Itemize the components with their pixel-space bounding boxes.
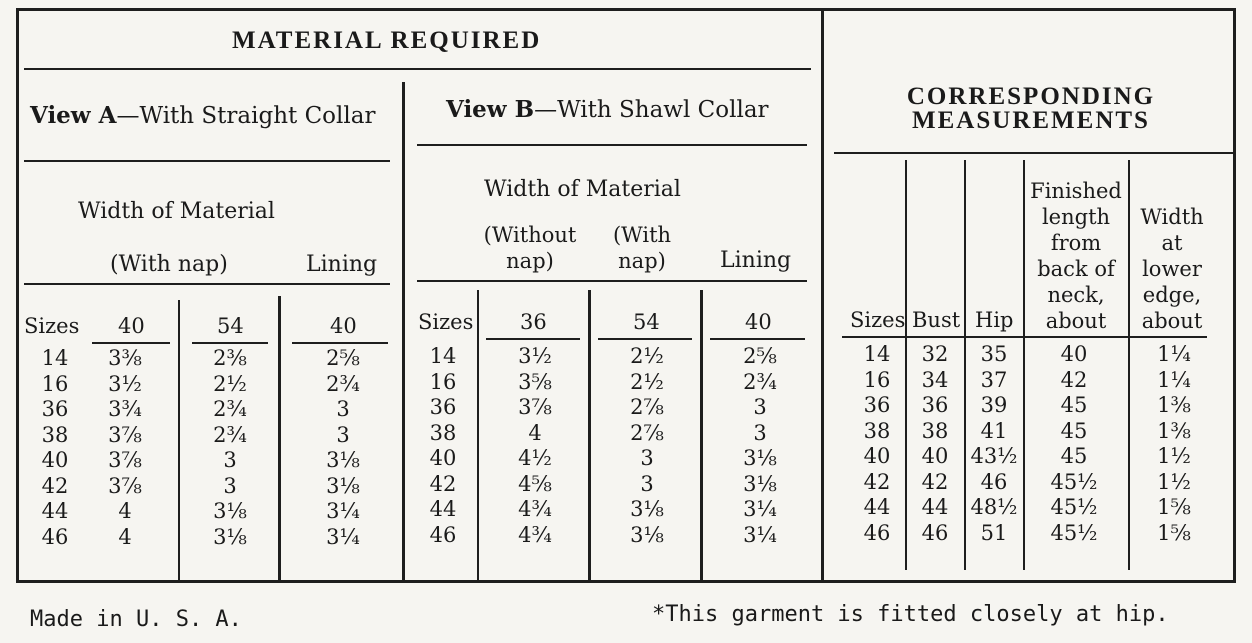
- meas-hip-cell: 39: [980, 393, 1008, 417]
- view-a-width-of-material: Width of Material: [78, 199, 275, 224]
- meas-bust-cell: 36: [921, 393, 949, 417]
- header-underline: [24, 68, 811, 70]
- view-b-size-cell: 46: [429, 522, 457, 547]
- view-b-w36-cell: 3⅞: [518, 395, 552, 419]
- view-a-title: [30, 104, 375, 128]
- view-b-lining-cell: 3: [753, 420, 767, 445]
- meas-length-cell: 45: [1060, 393, 1088, 417]
- view-a-vline-2: [278, 296, 281, 580]
- view-a-col-underline-1: [92, 342, 170, 344]
- view-a-w40-cell: 4: [118, 499, 132, 523]
- view-b-size-cell: 44: [429, 497, 457, 521]
- view-a-w54-cell: 2⅜: [213, 346, 247, 370]
- view-a-w40-cell: 3⅞: [108, 448, 142, 472]
- measurements-title: MEASUREMENTS: [912, 107, 1150, 134]
- view-b-lining: Lining: [720, 248, 792, 273]
- meas-bust-cell: 32: [921, 342, 949, 366]
- view-a-lining-cell: 2⅝: [326, 346, 360, 370]
- divider-measurements: [821, 11, 824, 580]
- view-b-vline-1: [477, 290, 479, 580]
- meas-col-sizes: Sizes: [850, 308, 906, 332]
- view-b-size-cell: 14: [429, 344, 457, 368]
- view-b-desc: —With Shawl Collar: [534, 97, 769, 123]
- view-a-header-line: [24, 283, 390, 285]
- view-b-w54-cell: 2⅞: [630, 420, 664, 445]
- meas-col-hip: Hip: [975, 308, 1014, 332]
- meas-width-cell: 1⅜: [1157, 418, 1191, 443]
- frame-left: [16, 8, 19, 583]
- view-b-underline: [417, 144, 807, 146]
- view-a-w54-cell: 2¾: [213, 397, 247, 421]
- meas-width-column: [1152, 342, 1196, 546]
- meas-length-cell: 40: [1060, 342, 1088, 366]
- view-b-col-lining-40: 40: [745, 310, 772, 334]
- view-a-w54-cell: 3: [223, 448, 237, 472]
- view-a-sizes-column: [40, 346, 70, 550]
- meas-length-column: [1044, 342, 1104, 546]
- view-a-w40-cell: 4: [118, 524, 132, 549]
- view-a-vline-1: [178, 300, 180, 580]
- view-b-size-cell: 16: [429, 369, 457, 394]
- view-b-title: [446, 98, 769, 122]
- view-b-size-cell: 42: [429, 471, 457, 496]
- meas-bust-cell: 42: [921, 469, 949, 494]
- measurements-header-line: [834, 152, 1233, 154]
- meas-hip-cell: 37: [980, 367, 1008, 392]
- meas-bust-cell: 34: [921, 367, 949, 392]
- meas-hip-cell: 46: [980, 469, 1008, 494]
- view-b-col-sizes: Sizes: [418, 310, 474, 334]
- meas-size-cell: 36: [863, 393, 891, 417]
- view-b-col-underline-1: [486, 338, 580, 340]
- view-a-w40-cell: 3⅞: [108, 473, 142, 498]
- view-b-size-cell: 38: [429, 420, 457, 445]
- view-b-with-nap: (With nap): [612, 223, 672, 273]
- meas-length-cell: 45½: [1050, 469, 1098, 494]
- view-a-lining-cell: 3¼: [326, 499, 360, 523]
- view-a-col-sizes: Sizes: [24, 314, 80, 338]
- view-a-size-cell: 46: [41, 524, 69, 549]
- view-b-col-underline-3: [710, 338, 805, 340]
- view-a-size-cell: 16: [41, 371, 69, 396]
- view-a-w40-cell: 3¾: [108, 397, 142, 421]
- divider-view-a-b: [402, 82, 405, 580]
- view-a-col-54: 54: [217, 314, 244, 338]
- meas-width-cell: 1⅝: [1157, 495, 1191, 519]
- meas-length-cell: 45: [1060, 418, 1088, 443]
- meas-width-cell: 1½: [1157, 469, 1191, 494]
- corresponding-title: CORRESPONDING: [906, 83, 1156, 110]
- view-b-lining-column: [735, 344, 785, 548]
- view-a-label: View A: [30, 102, 117, 129]
- view-b-size-cell: 40: [429, 446, 457, 470]
- view-b-w54-column: [622, 344, 672, 548]
- fitted-note: *This garment is fitted closely at hip.: [652, 602, 1169, 627]
- meas-width-cell: 1¼: [1157, 367, 1191, 392]
- meas-length-cell: 42: [1060, 367, 1088, 392]
- meas-bust-cell: 38: [921, 418, 949, 443]
- view-a-lining-column: [318, 346, 368, 550]
- view-a-lining: Lining: [306, 252, 378, 277]
- meas-bust-cell: 44: [921, 495, 949, 519]
- meas-size-cell: 16: [863, 367, 891, 392]
- view-a-with-nap: (With nap): [110, 252, 228, 277]
- meas-col-bust: Bust: [912, 308, 961, 332]
- view-b-sizes-column: [426, 344, 460, 548]
- view-b-w36-cell: 3⅝: [518, 369, 552, 394]
- view-a-w40-cell: 3⅜: [108, 346, 142, 370]
- view-b-w54-cell: 2½: [630, 369, 664, 394]
- view-b-lining-cell: 3⅛: [743, 471, 777, 496]
- meas-vline-1: [905, 160, 907, 570]
- view-a-lining-cell: 3¼: [326, 524, 360, 549]
- view-b-w36-cell: 3½: [518, 344, 552, 368]
- view-b-lining-cell: 3: [753, 395, 767, 419]
- meas-vline-4: [1128, 160, 1130, 570]
- meas-hip-cell: 51: [980, 520, 1008, 545]
- view-a-col-40: 40: [118, 314, 145, 338]
- view-b-w36-cell: 4¾: [518, 522, 552, 547]
- view-b-width-of-material: Width of Material: [484, 177, 681, 202]
- view-a-size-cell: 14: [41, 346, 69, 370]
- view-b-lining-cell: 3¼: [743, 522, 777, 547]
- view-a-w54-cell: 3⅛: [213, 499, 247, 523]
- meas-size-cell: 46: [863, 520, 891, 545]
- view-a-w54-cell: 3: [223, 473, 237, 498]
- meas-vline-2: [964, 160, 966, 570]
- view-b-w54-cell: 2⅞: [630, 395, 664, 419]
- meas-width-cell: 1⅜: [1157, 393, 1191, 417]
- view-b-w36-cell: 4⅝: [518, 471, 552, 496]
- view-a-col-underline-3: [292, 342, 388, 344]
- meas-sizes-column: [860, 342, 894, 546]
- view-b-col-36: 36: [520, 310, 547, 334]
- material-required-title: MATERIAL REQUIRED: [232, 27, 542, 54]
- view-b-w54-cell: 3⅛: [630, 522, 664, 547]
- view-b-header-line: [417, 280, 807, 282]
- meas-size-cell: 42: [863, 469, 891, 494]
- meas-width-cell: 1⅝: [1157, 520, 1191, 545]
- meas-width-cell: 1¼: [1157, 342, 1191, 366]
- frame-top: [16, 8, 1236, 11]
- view-b-w54-cell: 2½: [630, 344, 664, 368]
- view-b-lining-cell: 2¾: [743, 369, 777, 394]
- view-b-w36-cell: 4½: [518, 446, 552, 470]
- view-a-lining-cell: 3: [336, 397, 350, 421]
- meas-hip-cell: 35: [980, 342, 1008, 366]
- view-b-w36-cell: 4: [528, 420, 542, 445]
- meas-bust-cell: 40: [921, 444, 949, 468]
- frame-bottom: [16, 580, 1236, 583]
- view-a-col-lining-40: 40: [330, 314, 357, 338]
- meas-length-cell: 45: [1060, 444, 1088, 468]
- view-b-col-54: 54: [633, 310, 660, 334]
- made-in-usa: Made in U. S. A.: [30, 607, 242, 632]
- view-a-size-cell: 36: [41, 397, 69, 421]
- view-b-vline-3: [700, 290, 703, 580]
- view-b-lining-cell: 3¼: [743, 497, 777, 521]
- meas-hip-column: [968, 342, 1020, 546]
- meas-col-length: Finished length from back of neck, about: [1030, 179, 1122, 333]
- meas-length-cell: 45½: [1050, 520, 1098, 545]
- view-b-w36-column: [510, 344, 560, 548]
- view-b-w54-cell: 3⅛: [630, 497, 664, 521]
- view-a-w54-cell: 3⅛: [213, 524, 247, 549]
- view-b-w36-cell: 4¾: [518, 497, 552, 521]
- frame-right: [1233, 8, 1236, 583]
- meas-hip-cell: 43½: [970, 444, 1018, 468]
- view-a-w54-cell: 2½: [213, 371, 247, 396]
- view-a-lining-cell: 3⅛: [326, 448, 360, 472]
- view-a-w40-cell: 3½: [108, 371, 142, 396]
- meas-vline-3: [1023, 160, 1025, 570]
- view-a-w40-cell: 3⅞: [108, 422, 142, 447]
- meas-hip-cell: 41: [980, 418, 1008, 443]
- view-a-w40-column: [100, 346, 150, 550]
- view-a-lining-cell: 3: [336, 422, 350, 447]
- view-b-lining-cell: 3⅛: [743, 446, 777, 470]
- meas-width-cell: 1½: [1157, 444, 1191, 468]
- view-a-col-underline-2: [192, 342, 268, 344]
- view-b-size-cell: 36: [429, 395, 457, 419]
- view-a-lining-cell: 2¾: [326, 371, 360, 396]
- view-b-vline-2: [588, 290, 591, 580]
- meas-size-cell: 14: [863, 342, 891, 366]
- view-a-size-cell: 38: [41, 422, 69, 447]
- view-a-underline: [24, 160, 390, 162]
- view-a-size-cell: 40: [41, 448, 69, 472]
- meas-size-cell: 40: [863, 444, 891, 468]
- view-b-lining-cell: 2⅝: [743, 344, 777, 368]
- meas-size-cell: 38: [863, 418, 891, 443]
- view-a-size-cell: 44: [41, 499, 69, 523]
- view-a-size-cell: 42: [41, 473, 69, 498]
- meas-bust-column: [918, 342, 952, 546]
- meas-col-underline: [842, 336, 1207, 338]
- view-b-col-underline-2: [598, 338, 692, 340]
- meas-length-cell: 45½: [1050, 495, 1098, 519]
- view-b-without-nap: (Without nap): [483, 223, 577, 273]
- view-a-desc: —With Straight Collar: [116, 103, 376, 129]
- view-b-w54-cell: 3: [640, 471, 654, 496]
- view-b-label: View B: [446, 96, 535, 123]
- view-a-w54-cell: 2¾: [213, 422, 247, 447]
- view-a-lining-cell: 3⅛: [326, 473, 360, 498]
- meas-hip-cell: 48½: [970, 495, 1018, 519]
- meas-col-width: Width at lower edge, about: [1140, 205, 1204, 333]
- view-a-w54-column: [205, 346, 255, 550]
- meas-bust-cell: 46: [921, 520, 949, 545]
- meas-size-cell: 44: [863, 495, 891, 519]
- view-b-w54-cell: 3: [640, 446, 654, 470]
